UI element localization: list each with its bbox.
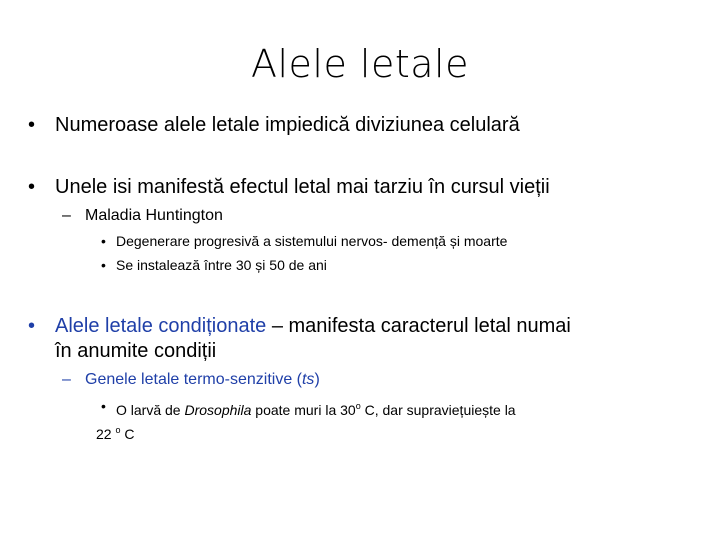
bullet-3-sub-italic: ts <box>301 371 315 388</box>
bullet-3-line-2: în anumite condiții <box>55 340 217 362</box>
bullet-marker: • <box>28 114 36 136</box>
degree-sup: o <box>115 425 121 435</box>
bullet-marker: • <box>28 176 36 198</box>
item-mid: poate muri la 30 <box>251 402 356 418</box>
bullet-marker: • <box>101 398 106 414</box>
item-post: C, dar supraviețuiește la <box>360 402 516 418</box>
item-pre: O larvă de <box>116 402 185 418</box>
bullet-marker: • <box>101 257 106 273</box>
bullet-3-line-1 <box>55 314 571 339</box>
bullet-3-item-line-1 <box>116 394 516 422</box>
item-line2-pre: 22 <box>96 426 116 442</box>
bullet-3-item-line-2 <box>96 418 134 446</box>
bullet-3-sub-post: ) <box>314 371 320 388</box>
bullet-2-sub-item-1: Degenerare progresivă a sistemului nervos- demență și moarte <box>116 233 508 249</box>
slide-title: Alele letale <box>250 42 469 86</box>
degree-sup: o <box>355 401 361 411</box>
bullet-marker: • <box>101 233 106 249</box>
bullet-marker: • <box>28 315 36 337</box>
dash-marker: – <box>62 207 71 224</box>
item-italic: Drosophila <box>184 402 252 418</box>
bullet-1-text: Numeroase alele letale impiedică diviziunea celulară <box>55 114 520 136</box>
dash-marker: – <box>62 371 71 388</box>
bullet-3-rest: – manifesta caracterul letal numai <box>266 315 571 337</box>
bullet-3-sub-pre: Genele letale termo-senzitive ( <box>85 371 302 388</box>
item-line2-post: C <box>120 426 135 442</box>
bullet-3-sub-text <box>85 370 320 390</box>
bullet-2-sub-text: Maladia Huntington <box>85 207 223 224</box>
bullet-2-text: Unele isi manifestă efectul letal mai tarziu în cursul vieții <box>55 176 550 198</box>
bullet-2-sub-item-2: Se instalează între 30 și 50 de ani <box>116 257 327 273</box>
bullet-3-highlight: Alele letale condiționate <box>55 315 267 337</box>
